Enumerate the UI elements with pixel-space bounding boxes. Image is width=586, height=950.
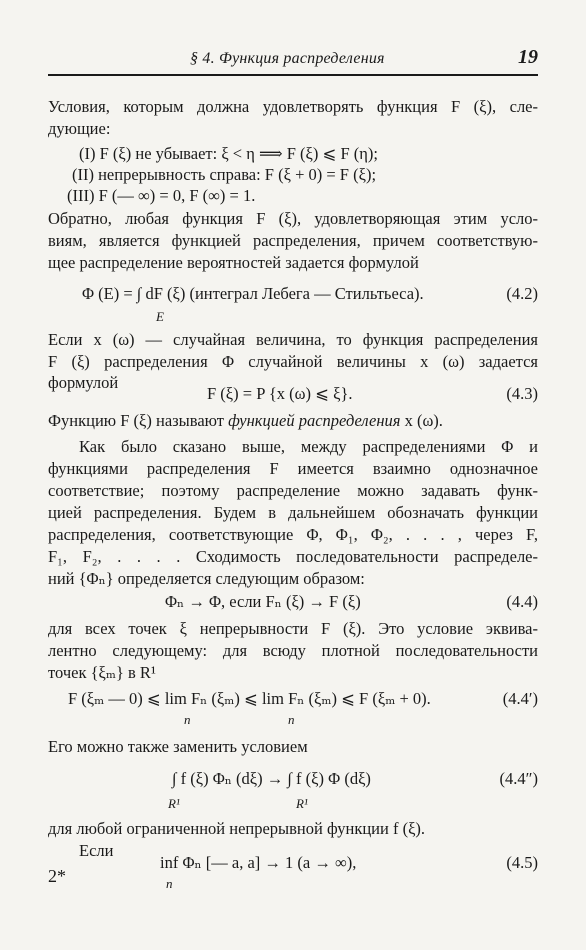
paragraph-line: цией распределения. Будем в дальнейшем обозначать функции [48, 503, 538, 522]
limit-index: n [288, 712, 295, 727]
equation-number: (4.4″) [499, 769, 538, 788]
paragraph-line: Обратно, любая функция F (ξ), удовлетворяющая этим усло- [48, 209, 538, 228]
paragraph-line: F (ξ) распределения Φ случайной величины x (ω) задается [48, 352, 538, 371]
equation-number: (4.4′) [502, 689, 538, 708]
definition-suffix: x (ω). [400, 411, 443, 430]
paragraph-line: Его можно также заменить условием [48, 737, 308, 756]
definition-prefix: Функцию F (ξ) называют [48, 411, 229, 430]
paragraph-line: для любой ограниченной непрерывной функции f (ξ). [48, 819, 426, 838]
defined-term: функцией распределения [228, 411, 401, 430]
section-title: § 4. Функция распределения [190, 50, 385, 67]
signature-mark: 2* [48, 866, 66, 886]
equation-4-4-double-prime: ∫ f (ξ) Φₙ (dξ) → ∫ f (ξ) Φ (dξ) [172, 769, 371, 788]
paragraph-line: ний {Φₙ} определяется следующим образом: [48, 569, 365, 588]
integral-limit: E [156, 309, 164, 324]
header-rule [48, 74, 538, 76]
equation-number: (4.2) [506, 284, 538, 303]
equation-4-5: inf Φₙ [— a, a] → 1 (a → ∞), [160, 853, 357, 872]
definition-line [48, 410, 538, 432]
equation-number: (4.3) [506, 384, 538, 403]
running-header [48, 46, 538, 78]
condition-item: (I) F (ξ) не убывает: ξ < η ⟹ F (ξ) ⩽ F (η); [79, 144, 378, 163]
integral-domain: R¹ [296, 796, 308, 811]
paragraph-line: соответствие; поэтому распределение можно задавать функ- [48, 481, 538, 500]
equation-4-4: Φₙ → Φ, если Fₙ (ξ) → F (ξ) [165, 592, 361, 611]
paragraph-line: Условия, которым должна удовлетворять функция F (ξ), сле- [48, 97, 538, 116]
paragraph-line: точек {ξₘ} в R¹ [48, 663, 156, 682]
paragraph-line: Как было сказано выше, между распределениями Φ и [79, 437, 538, 456]
condition-item: (II) непрерывность справа: F (ξ + 0) = F (ξ); [72, 165, 377, 184]
page-number: 19 [518, 46, 538, 68]
inf-index: n [166, 876, 173, 891]
paragraph-line: функциями распределения F имеется взаимно однозначное [48, 459, 538, 478]
paragraph-line: формулой [48, 373, 119, 392]
equation-4-2: Φ (E) = ∫ dF (ξ) (интеграл Лебега — Стильтьеса). [82, 284, 424, 303]
paragraph-line: лентно следующему: для всюду плотной последовательности [48, 641, 538, 660]
paragraph-line: щее распределение вероятностей задается формулой [48, 253, 419, 272]
paragraph-line: Если x (ω) — случайная величина, то функция распределения [48, 330, 538, 349]
integral-domain: R¹ [168, 796, 180, 811]
paragraph-line: распределения, соответствующие Φ, Φ₁, Φ₂, . . . , через F, [48, 525, 538, 544]
limit-index: n [184, 712, 191, 727]
paragraph-line: для всех точек ξ непрерывности F (ξ). Это условие эквива- [48, 619, 538, 638]
paragraph-line: дующие: [48, 119, 111, 138]
paragraph-line: Если [79, 841, 114, 860]
condition-item: (III) F (— ∞) = 0, F (∞) = 1. [67, 186, 256, 205]
equation-4-3: F (ξ) = P {x (ω) ⩽ ξ}. [207, 384, 353, 403]
equation-number: (4.5) [506, 853, 538, 872]
paragraph-line: виям, является функцией распределения, причем соответствую- [48, 231, 538, 250]
equation-number: (4.4) [506, 592, 538, 611]
paragraph-line: F₁, F₂, . . . . Сходимость последовательности распределе- [48, 547, 538, 566]
equation-4-4-prime: F (ξₘ — 0) ⩽ lim Fₙ (ξₘ) ⩽ lim Fₙ (ξₘ) ⩽ F (ξₘ + 0). [68, 689, 431, 708]
